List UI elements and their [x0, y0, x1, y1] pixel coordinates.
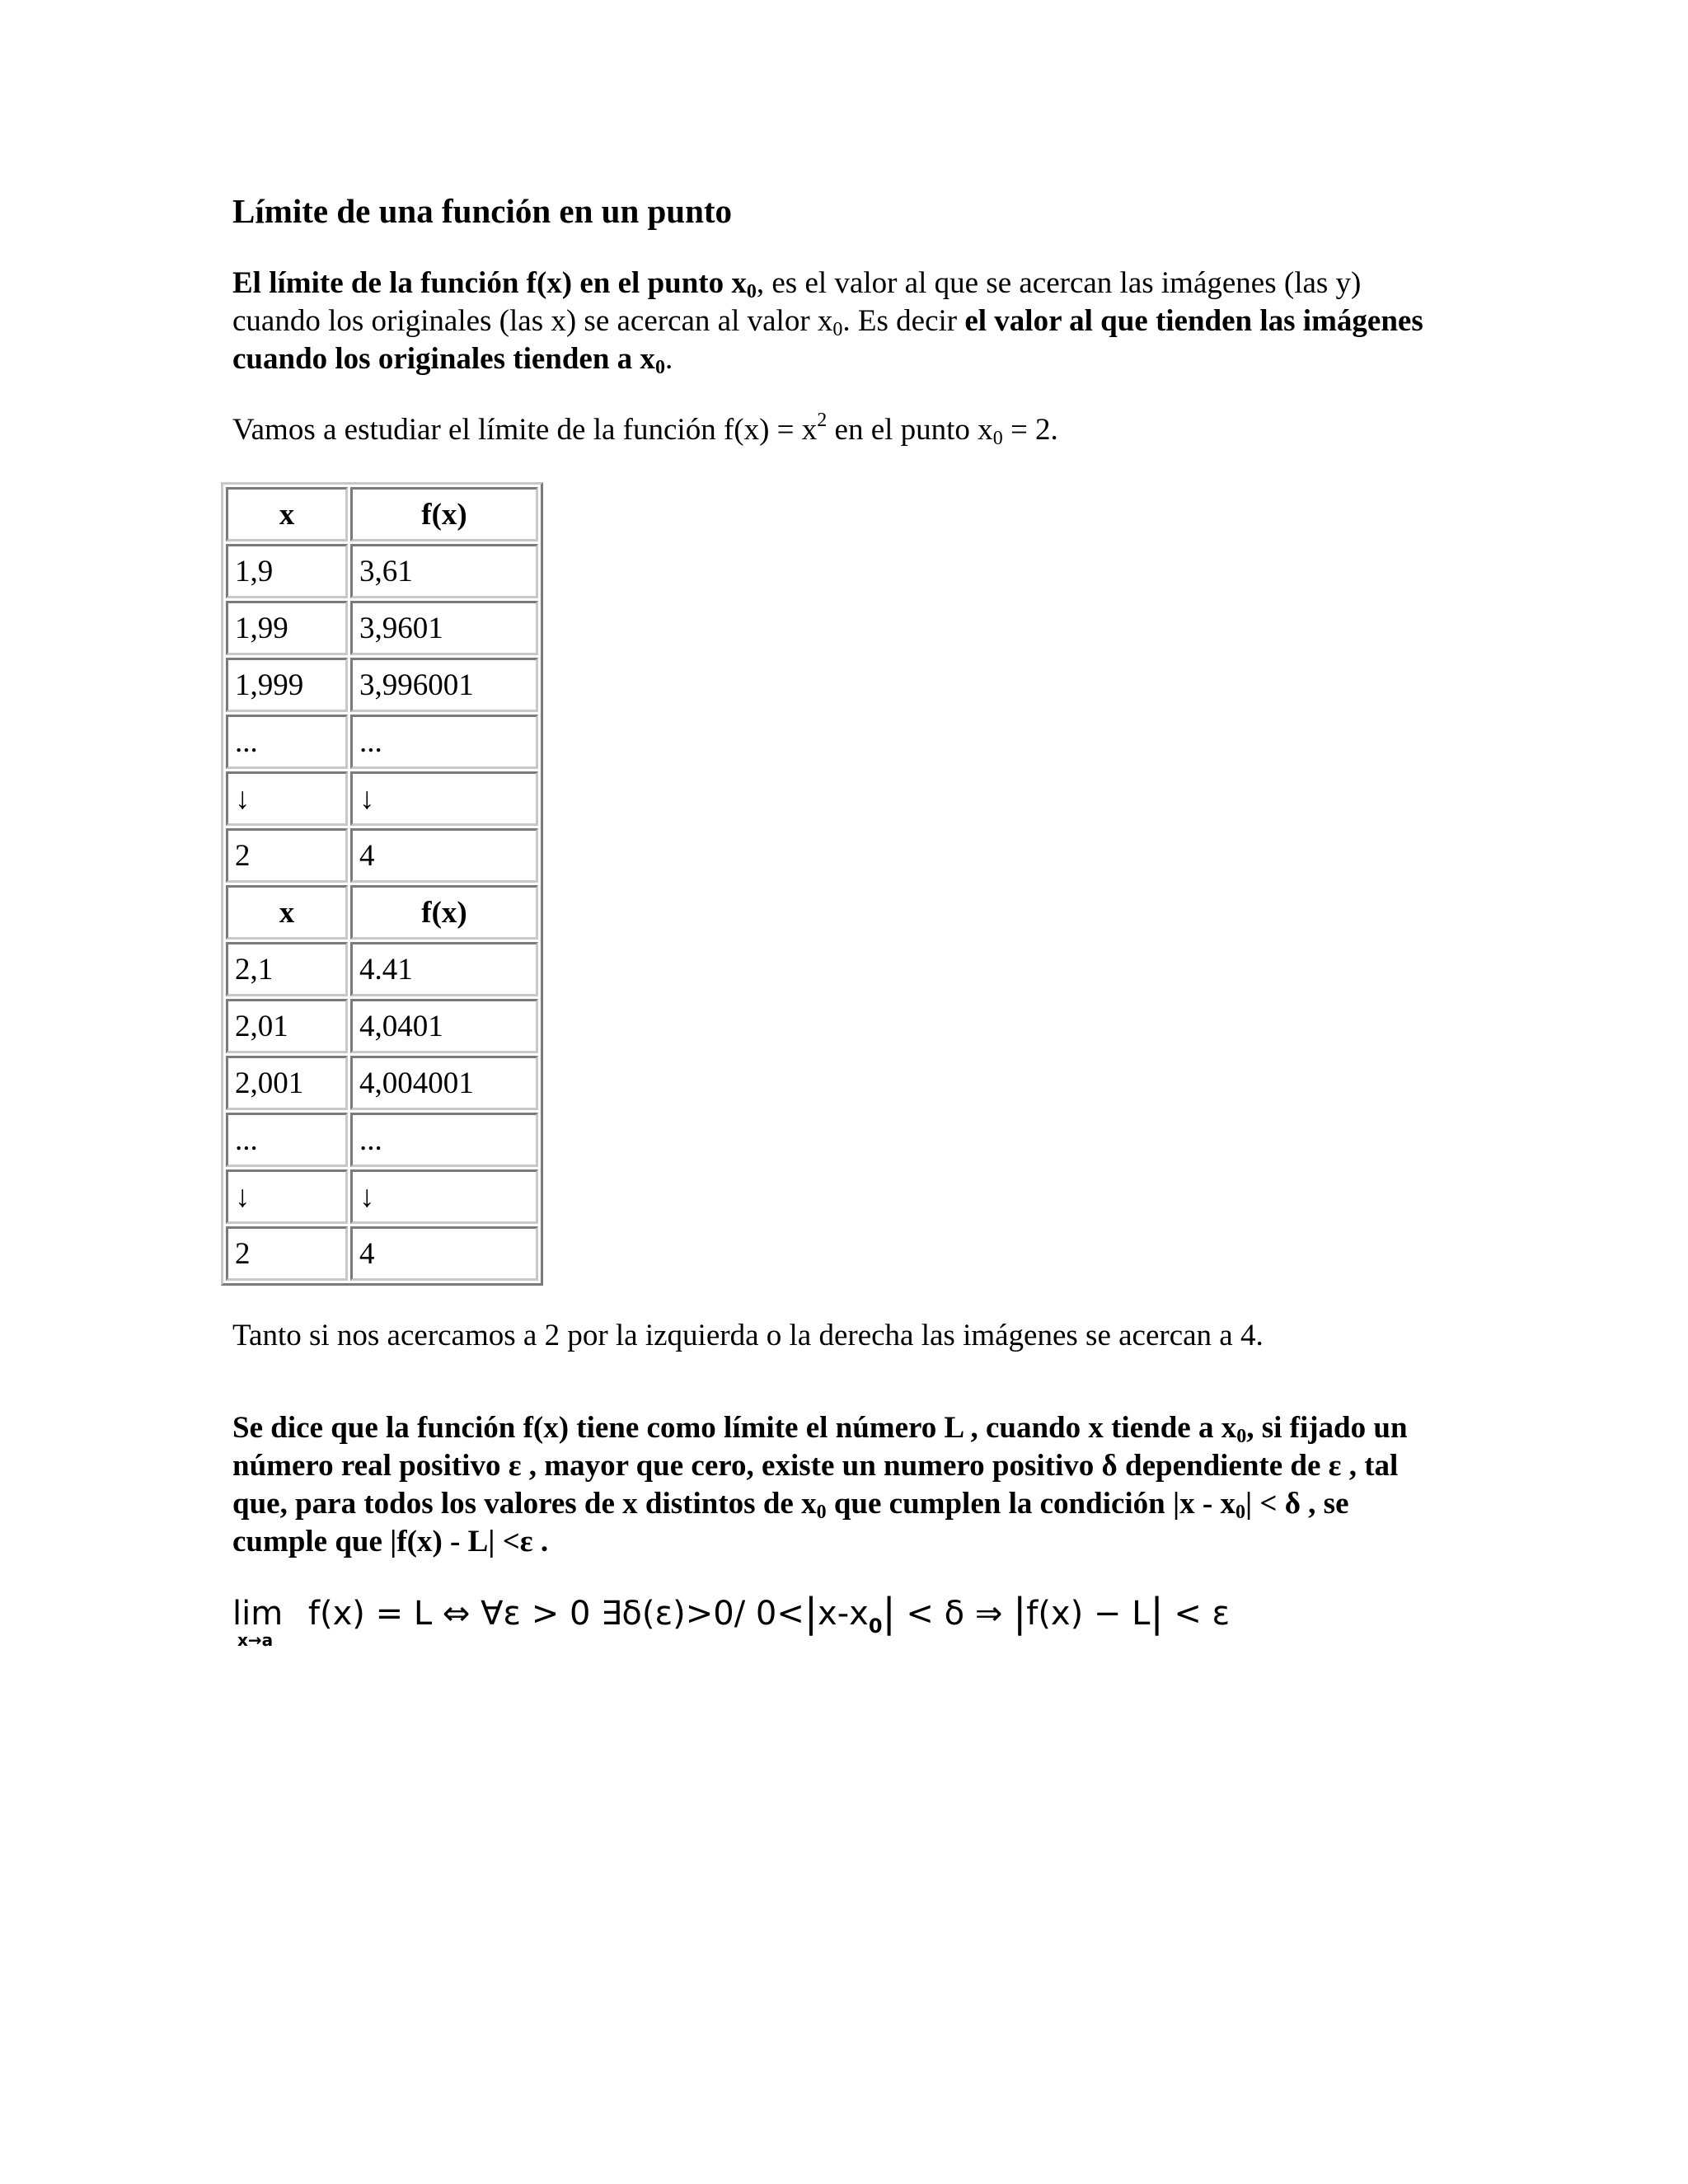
cell-fx: 3,9601	[350, 601, 538, 655]
table-row	[226, 1056, 538, 1110]
intro-text-1: , es el valor al que se acercan las imágenes (las y) cuando los originales (las x) se acercan al valor x	[232, 266, 1362, 339]
table-row	[226, 658, 538, 712]
cell-fx: 4.41	[350, 942, 538, 996]
cell-fx: ...	[350, 715, 538, 769]
cell-x: 2	[226, 828, 348, 883]
study-pre: Vamos a estudiar el límite de la función f(x) = x	[232, 413, 818, 448]
cell-x: 1,99	[226, 601, 348, 655]
table-row	[226, 828, 538, 883]
formula-part-5: < ε	[1163, 1595, 1231, 1633]
formula-x-subscript: 0	[868, 1615, 883, 1638]
cell-x: ...	[226, 1113, 348, 1167]
table-row	[226, 601, 538, 655]
study-sentence	[232, 411, 1436, 449]
header-x: x	[226, 885, 348, 940]
definition-subscript-3: 0	[1235, 1502, 1245, 1524]
cell-x: 2,1	[226, 942, 348, 996]
cell-x: ...	[226, 715, 348, 769]
cell-x: ↓	[226, 771, 348, 826]
cell-x: ↓	[226, 1169, 348, 1224]
page-title: Límite de una función en un punto	[232, 192, 733, 230]
header-fx: f(x)	[350, 487, 538, 541]
cell-x: 1,9	[226, 544, 348, 598]
formula-bar-4: |	[1150, 1590, 1164, 1637]
intro-subscript-3: 0	[654, 357, 665, 379]
cell-fx: 3,996001	[350, 658, 538, 712]
cell-x: 2	[226, 1226, 348, 1281]
intro-bold-1: El límite de la función f(x) en el punto x	[232, 266, 747, 301]
study-mid: en el punto x	[827, 413, 993, 448]
table-row	[226, 999, 538, 1053]
cell-fx: 4	[350, 828, 538, 883]
table-row	[226, 715, 538, 769]
intro-subscript-2: 0	[832, 319, 843, 341]
cell-fx: 4,0401	[350, 999, 538, 1053]
formula-part-4: f(x) − L	[1026, 1595, 1151, 1633]
cell-fx: 4,004001	[350, 1056, 538, 1110]
header-x: x	[226, 487, 348, 541]
definition-part-3: que cumplen la condición |x - x	[826, 1487, 1236, 1521]
formula-part-3: < δ ⇒	[895, 1595, 1014, 1633]
formula-part-1: f(x) = L ⇔ ∀ε > 0 ∃δ(ε)>0/ 0<	[307, 1595, 804, 1633]
cell-fx: 3,61	[350, 544, 538, 598]
intro-subscript-1: 0	[746, 281, 757, 303]
definition-subscript-2: 0	[816, 1502, 827, 1524]
intro-end: .	[664, 342, 673, 377]
study-subscript: 0	[992, 428, 1003, 450]
formula-bar-3: |	[1013, 1590, 1027, 1637]
table-row	[226, 1226, 538, 1281]
intro-paragraph	[232, 265, 1436, 378]
cell-x: 2,01	[226, 999, 348, 1053]
table-row	[226, 942, 538, 996]
cell-x: 2,001	[226, 1056, 348, 1110]
table-row	[226, 771, 538, 826]
conclusion-sentence: Tanto si nos acercamos a 2 por la izquierda o la derecha las imágenes se acercan a 4.	[232, 1319, 1264, 1353]
cell-fx: 4	[350, 1226, 538, 1281]
cell-fx: ↓	[350, 1169, 538, 1224]
definition-part-4: | < δ , se cumple que |f(x) - L| <ε .	[232, 1487, 1349, 1559]
study-exponent: 2	[817, 410, 828, 432]
formula-lim: lim	[232, 1595, 284, 1633]
formula-bar-2: |	[882, 1590, 896, 1637]
definition-part-2: , si fijado un número real positivo ε , mayor que cero, existe un numero positivo δ dependiente de ε , tal que, para todos los valores de x distintos de x	[232, 1411, 1408, 1521]
study-post: = 2.	[1002, 413, 1058, 448]
values-table	[221, 482, 543, 1286]
cell-x: 1,999	[226, 658, 348, 712]
intro-text-2: . Es decir	[842, 304, 965, 339]
formula-part-2: x-x	[818, 1595, 869, 1633]
formula-bar-1: |	[804, 1590, 818, 1637]
formula-lim-subscript: x→a	[237, 1630, 274, 1651]
header-fx: f(x)	[350, 885, 538, 940]
definition-part-1: Se dice que la función f(x) tiene como límite el número L , cuando x tiende a x	[232, 1411, 1237, 1446]
intro-bold-2: el valor al que tienden las imágenes cuando los originales tienden a x	[232, 304, 1423, 377]
definition-subscript-1: 0	[1236, 1426, 1247, 1448]
table-row	[226, 544, 538, 598]
document-page	[232, 191, 1436, 1653]
limit-definition	[232, 1409, 1436, 1561]
table-header-row	[226, 487, 538, 541]
table-row	[226, 1113, 538, 1167]
table-row	[226, 1169, 538, 1224]
cell-fx: ↓	[350, 771, 538, 826]
cell-fx: ...	[350, 1113, 538, 1167]
limit-formula	[232, 1590, 1436, 1653]
table-header-row	[226, 885, 538, 940]
